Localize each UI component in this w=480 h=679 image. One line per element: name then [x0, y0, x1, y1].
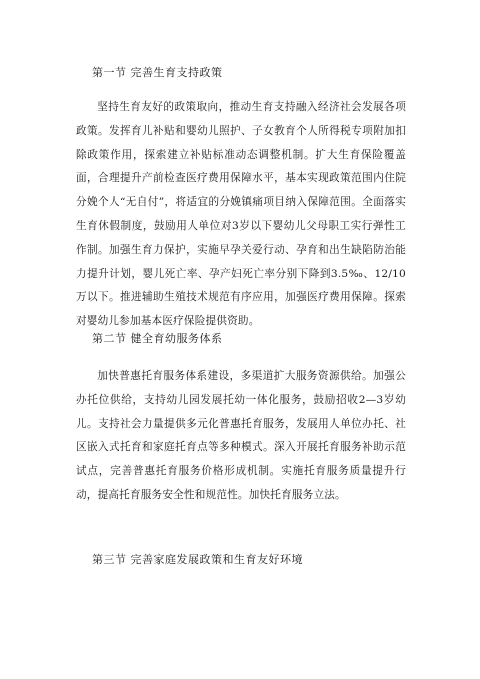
- section-1-heading: 第一节 完善生育支持政策: [92, 66, 223, 79]
- section-2-heading: 第二节 健全育幼服务体系: [92, 332, 223, 345]
- section-2-paragraph: 加快普惠托育服务体系建设，多渠道扩大服务资源供给。加强公办托位供给，支持幼儿园发展托幼一体化服务，鼓励招收2—3岁幼儿。支持社会力量提供多元化普惠托育服务，发展用人单位办托、社区嵌入式托育和家庭托育点等多种模式。深入开展托育服务补助示范试点，完善普惠托育服务价格形成机制。实施托育服务质量提升行动，提高托育服务安全性和规范性。加快托育服务立法。: [76, 370, 406, 501]
- section-1-paragraph: 坚持生育友好的政策取向，推动生育支持融入经济社会发展各项政策。发挥育儿补贴和婴幼儿照护、子女教育个人所得税专项附加扣除政策作用，探索建立补贴标准动态调整机制。扩大生育保险覆盖面，合理提升产前检查医疗费用保障水平，基本实现政策范围内住院分娩个人“无自付”，将适宜的分娩镇痛项目纳入保障范围。全面落实生育休假制度，鼓励用人单位对3岁以下婴幼儿父母职工实行弹性工作制。加强生育力保护，实施早孕关爱行动、孕育和出生缺陷防治能力提升计划，婴儿死亡率、孕产妇死亡率分别下降到3.5‰、12/10万以下。推进辅助生殖技术规范有序应用，加强医疗费用保障。探索对婴幼儿参加基本医疗保险提供资助。: [76, 101, 406, 328]
- section-3-heading: 第三节 完善家庭发展政策和生育友好环境: [92, 553, 303, 566]
